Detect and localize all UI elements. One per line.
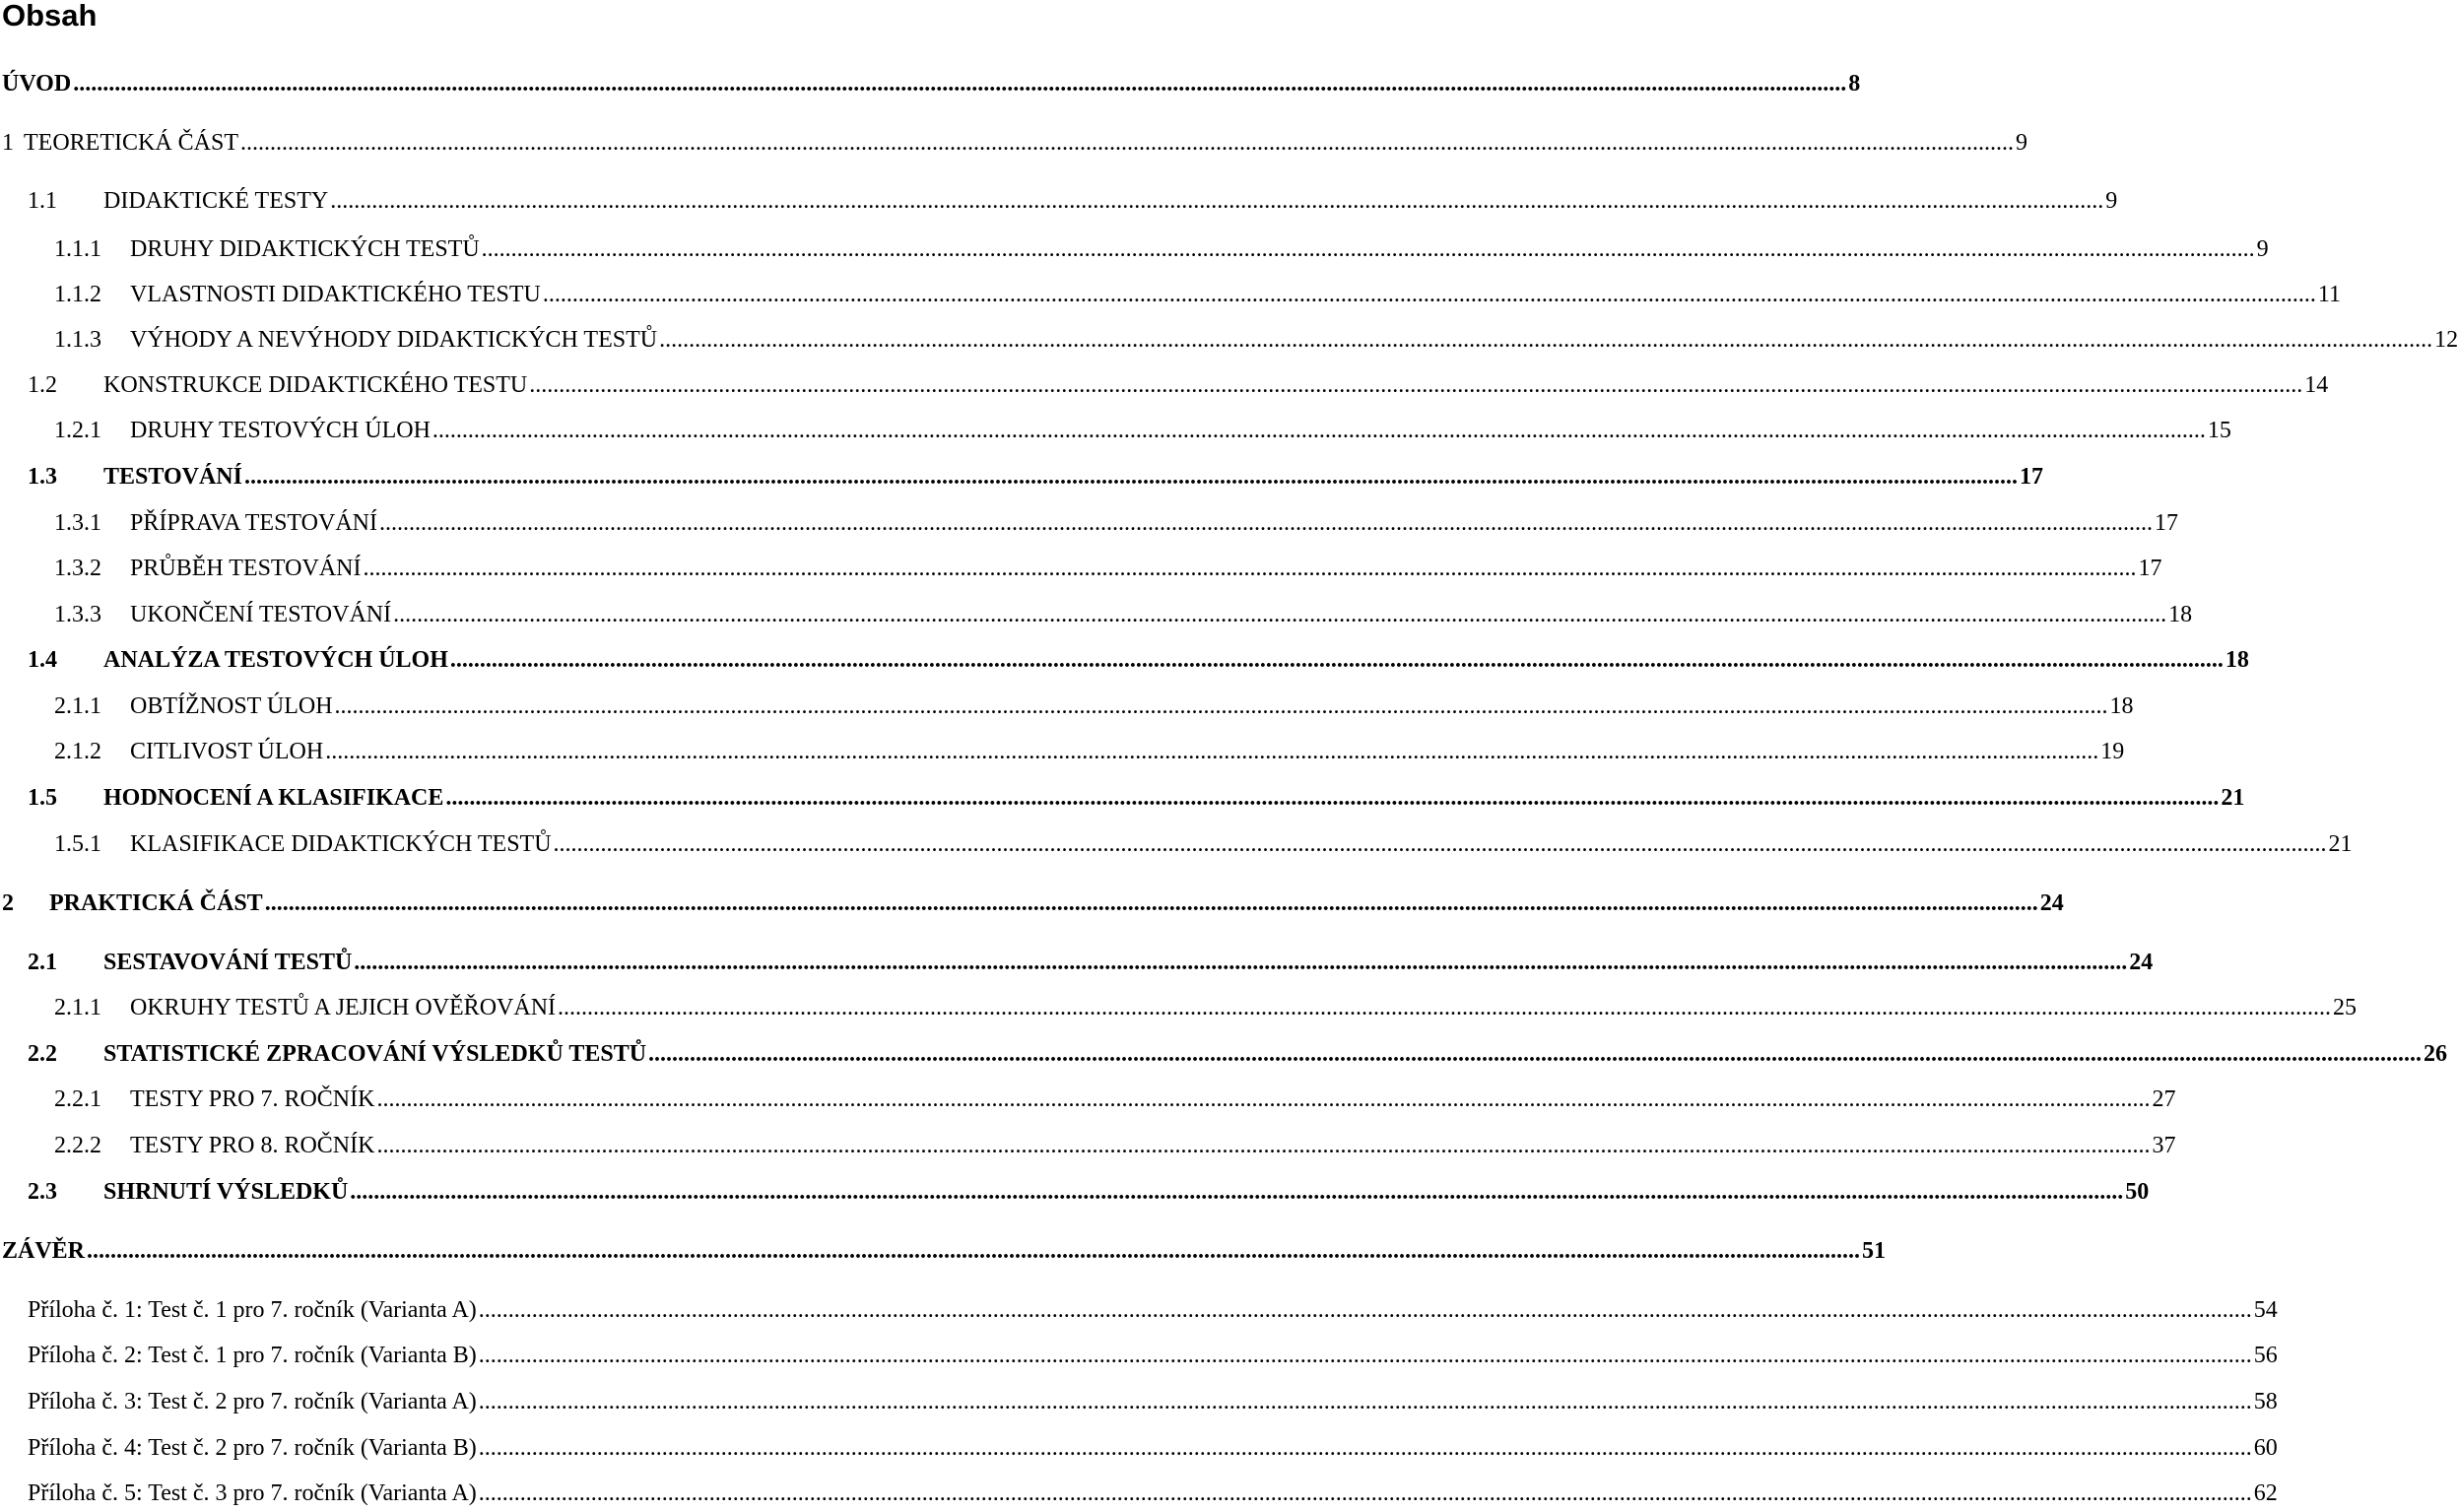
toc-entry-label: VLASTNOSTI DIDAKTICKÉHO TESTU [130,282,541,307]
toc-entry-page-number: 56 [2253,1343,2278,1368]
toc-entry-label: DRUHY DIDAKTICKÝCH TESTŮ [130,236,480,262]
toc-entry-label: ÚVOD [2,71,72,97]
dot-leader: ............................................................................................................................................................................................................................................................................................................ [659,327,2433,353]
toc-entry[interactable] [54,688,2134,721]
toc-entry-label: Příloha č. 5: Test č. 3 pro 7. ročník (Varianta A) [28,1480,477,1506]
dot-leader: ............................................................................................................................................................................................................................................................................................................ [363,556,2137,581]
dot-leader: ............................................................................................................................................................................................................................................................................................................ [73,71,1847,97]
toc-entry[interactable] [28,1035,2448,1069]
toc-entry-number: 1.1.3 [54,327,101,353]
toc-entry-number: 1.1 [28,188,57,214]
toc-entry-page-number: 37 [2152,1133,2176,1158]
toc-entry-page-number: 18 [2168,602,2193,627]
toc-entry[interactable] [28,1429,2278,1463]
toc-entry-number: 1.5.1 [54,831,101,857]
toc-entry-page-number: 24 [2039,890,2064,916]
dot-leader: ............................................................................................................................................................................................................................................................................................................ [648,1041,2423,1067]
toc-entry-label: DRUHY TESTOVÝCH ÚLOH [130,418,431,443]
toc-entry-label: OBTÍŽNOST ÚLOH [130,693,333,719]
toc-entry[interactable] [28,366,2329,400]
toc-entry-number: 2.2 [28,1041,57,1067]
dot-leader: ............................................................................................................................................................................................................................................................................................................ [325,739,2099,764]
toc-entry-label: Příloha č. 1: Test č. 1 pro 7. ročník (Varianta A) [28,1297,477,1323]
toc-entry-page-number: 18 [2109,693,2134,719]
toc-entry-number: 2.3 [28,1179,57,1205]
toc-entry-number: 2.2.2 [54,1133,101,1158]
dot-leader: ............................................................................................................................................................................................................................................................................................................ [350,1179,2124,1205]
dot-leader: ............................................................................................................................................................................................................................................................................................................ [529,372,2303,398]
toc-entry-page-number: 51 [1862,1238,1887,1264]
toc-entry-label: KONSTRUKCE DIDAKTICKÉHO TESTU [103,372,528,398]
toc-entry-page-number: 19 [2100,739,2125,764]
toc-entry-number: 2.1 [28,950,57,975]
toc-entry[interactable] [54,1127,2176,1160]
toc-entry-page-number: 24 [2129,950,2154,975]
toc-entry-label: KLASIFIKACE DIDAKTICKÝCH TESTŮ [130,831,552,857]
dot-leader: ............................................................................................................................................................................................................................................................................................................ [243,464,2018,490]
toc-entry[interactable] [28,458,2043,492]
toc-entry-number: 1 [2,130,14,156]
toc-entry-label: TEORETICKÁ ČÁST [24,130,238,156]
dot-leader: ............................................................................................................................................................................................................................................................................................................ [376,1086,2151,1112]
toc-entry[interactable] [28,1475,2278,1508]
toc-entry-page-number: 62 [2253,1480,2278,1506]
dot-leader: ............................................................................................................................................................................................................................................................................................................ [449,647,2224,673]
toc-entry-number: 2 [2,890,14,916]
toc-entry-page-number: 27 [2152,1086,2176,1112]
toc-entry[interactable] [2,1232,1887,1266]
toc-entry-number: 1.3.3 [54,602,101,627]
toc-entry-label: HODNOCENÍ A KLASIFIKACE [103,785,444,811]
toc-entry-number: 2.2.1 [54,1086,101,1112]
toc-entry-page-number: 12 [2434,327,2458,353]
toc-entry-label: PŘÍPRAVA TESTOVÁNÍ [130,510,377,536]
toc-entry-number: 1.3.1 [54,510,101,536]
toc-entry-page-number: 50 [2125,1179,2150,1205]
toc-entry-page-number: 17 [2154,510,2178,536]
dot-leader: ............................................................................................................................................................................................................................................................................................................ [478,1343,2252,1368]
page-title: Obsah [2,0,98,33]
toc-entry-number: 1.3.2 [54,556,101,581]
toc-entry[interactable] [28,1383,2278,1416]
dot-leader: ............................................................................................................................................................................................................................................................................................................ [553,831,2327,857]
dot-leader: ............................................................................................................................................................................................................................................................................................................ [378,510,2153,536]
dot-leader: ............................................................................................................................................................................................................................................................................................................ [87,1238,1861,1264]
dot-leader: ............................................................................................................................................................................................................................................................................................................ [264,890,2038,916]
toc-entry-page-number: 60 [2253,1435,2278,1461]
toc-entry-page-number: 21 [2221,785,2245,811]
toc-entry-label: SHRNUTÍ VÝSLEDKŮ [103,1179,349,1205]
toc-entry-page-number: 54 [2253,1297,2278,1323]
toc-entry-number: 1.4 [28,647,57,673]
toc-entry-label: TESTOVÁNÍ [103,464,242,490]
toc-entry-page-number: 9 [2016,130,2027,156]
toc-entry-number: 1.2.1 [54,418,101,443]
toc-entry[interactable] [54,596,2193,629]
toc-entry-page-number: 14 [2304,372,2329,398]
toc-entry-label: VÝHODY A NEVÝHODY DIDAKTICKÝCH TESTŮ [130,327,658,353]
toc-entry[interactable] [28,1291,2278,1325]
toc-entry-page-number: 8 [1848,71,1861,97]
toc-entry-number: 1.1.1 [54,236,101,262]
toc-entry-number: 1.2 [28,372,57,398]
toc-entry-number: 2.1.1 [54,693,101,719]
dot-leader: ............................................................................................................................................................................................................................................................................................................ [445,785,2220,811]
toc-entry[interactable] [54,825,2353,859]
toc-entry[interactable] [28,1173,2150,1207]
toc-entry[interactable] [54,733,2125,766]
toc-entry-label: CITLIVOST ÚLOH [130,739,324,764]
toc-entry-number: 1.3 [28,464,57,490]
toc-entry-label: SESTAVOVÁNÍ TESTŮ [103,950,353,975]
toc-entry-page-number: 58 [2253,1389,2278,1414]
toc-entry[interactable] [54,504,2178,538]
toc-entry[interactable] [28,641,2249,675]
dot-leader: ............................................................................................................................................................................................................................................................................................................ [478,1435,2252,1461]
toc-entry[interactable] [54,230,2269,264]
toc-entry-label: UKONČENÍ TESTOVÁNÍ [130,602,392,627]
toc-entry-page-number: 17 [2019,464,2043,490]
toc-entry-page-number: 17 [2138,556,2162,581]
dot-leader: ............................................................................................................................................................................................................................................................................................................ [330,188,2104,214]
dot-leader: ............................................................................................................................................................................................................................................................................................................ [240,130,2014,156]
toc-entry-label: TESTY PRO 7. ROČNÍK [130,1086,375,1112]
toc-entry-label: Příloha č. 2: Test č. 1 pro 7. ročník (Varianta B) [28,1343,477,1368]
toc-entry[interactable] [54,412,2231,445]
toc-entry[interactable] [28,944,2154,977]
toc-entry-label: STATISTICKÉ ZPRACOVÁNÍ VÝSLEDKŮ TESTŮ [103,1041,647,1067]
dot-leader: ............................................................................................................................................................................................................................................................................................................ [393,602,2167,627]
dot-leader: ............................................................................................................................................................................................................................................................................................................ [481,236,2255,262]
toc-entry-page-number: 15 [2207,418,2231,443]
toc-entry-page-number: 26 [2424,1041,2448,1067]
toc-entry-label: DIDAKTICKÉ TESTY [103,188,329,214]
toc-entry-label: OKRUHY TESTŮ A JEJICH OVĚŘOVÁNÍ [130,995,557,1020]
toc-entry[interactable] [28,182,2118,216]
toc-entry[interactable] [54,1081,2176,1114]
toc-entry-label: PRŮBĚH TESTOVÁNÍ [130,556,362,581]
dot-leader: ............................................................................................................................................................................................................................................................................................................ [478,1389,2252,1414]
dot-leader: ............................................................................................................................................................................................................................................................................................................ [432,418,2206,443]
toc-entry-label: PRAKTICKÁ ČÁST [49,890,263,916]
dot-leader: ............................................................................................................................................................................................................................................................................................................ [558,995,2332,1020]
toc-entry-page-number: 11 [2317,282,2341,307]
toc-entry-number: 1.1.2 [54,282,101,307]
toc-entry[interactable] [54,321,2458,355]
toc-entry[interactable] [28,1337,2278,1370]
toc-entry[interactable] [2,65,1861,99]
toc-entry-number: 2.1.2 [54,739,101,764]
toc-entry-number: 2.1.1 [54,995,101,1020]
dot-leader: ............................................................................................................................................................................................................................................................................................................ [478,1297,2252,1323]
toc-entry-page-number: 25 [2333,995,2358,1020]
toc-entry[interactable] [54,276,2341,309]
toc-entry-page-number: 9 [2105,188,2118,214]
toc-entry-label: ZÁVĚR [2,1238,86,1264]
toc-entry-label: TESTY PRO 8. ROČNÍK [130,1133,375,1158]
toc-entry-page-number: 21 [2328,831,2353,857]
toc-entry-label: Příloha č. 4: Test č. 2 pro 7. ročník (Varianta B) [28,1435,477,1461]
toc-entry-page-number: 18 [2225,647,2249,673]
dot-leader: ............................................................................................................................................................................................................................................................................................................ [334,693,2108,719]
toc-entry[interactable] [2,885,2064,918]
toc-entry-page-number: 9 [2256,236,2269,262]
toc-entry[interactable] [54,550,2162,583]
dot-leader: ............................................................................................................................................................................................................................................................................................................ [478,1480,2252,1506]
toc-entry[interactable] [54,989,2358,1022]
toc-entry[interactable] [2,124,2027,158]
dot-leader: ............................................................................................................................................................................................................................................................................................................ [354,950,2128,975]
toc-entry[interactable] [28,779,2245,813]
dot-leader: ............................................................................................................................................................................................................................................................................................................ [542,282,2316,307]
toc-entry-label: Příloha č. 3: Test č. 2 pro 7. ročník (Varianta A) [28,1389,477,1414]
toc-entry-label: ANALÝZA TESTOVÝCH ÚLOH [103,647,448,673]
toc-entry-number: 1.5 [28,785,57,811]
dot-leader: ............................................................................................................................................................................................................................................................................................................ [376,1133,2151,1158]
